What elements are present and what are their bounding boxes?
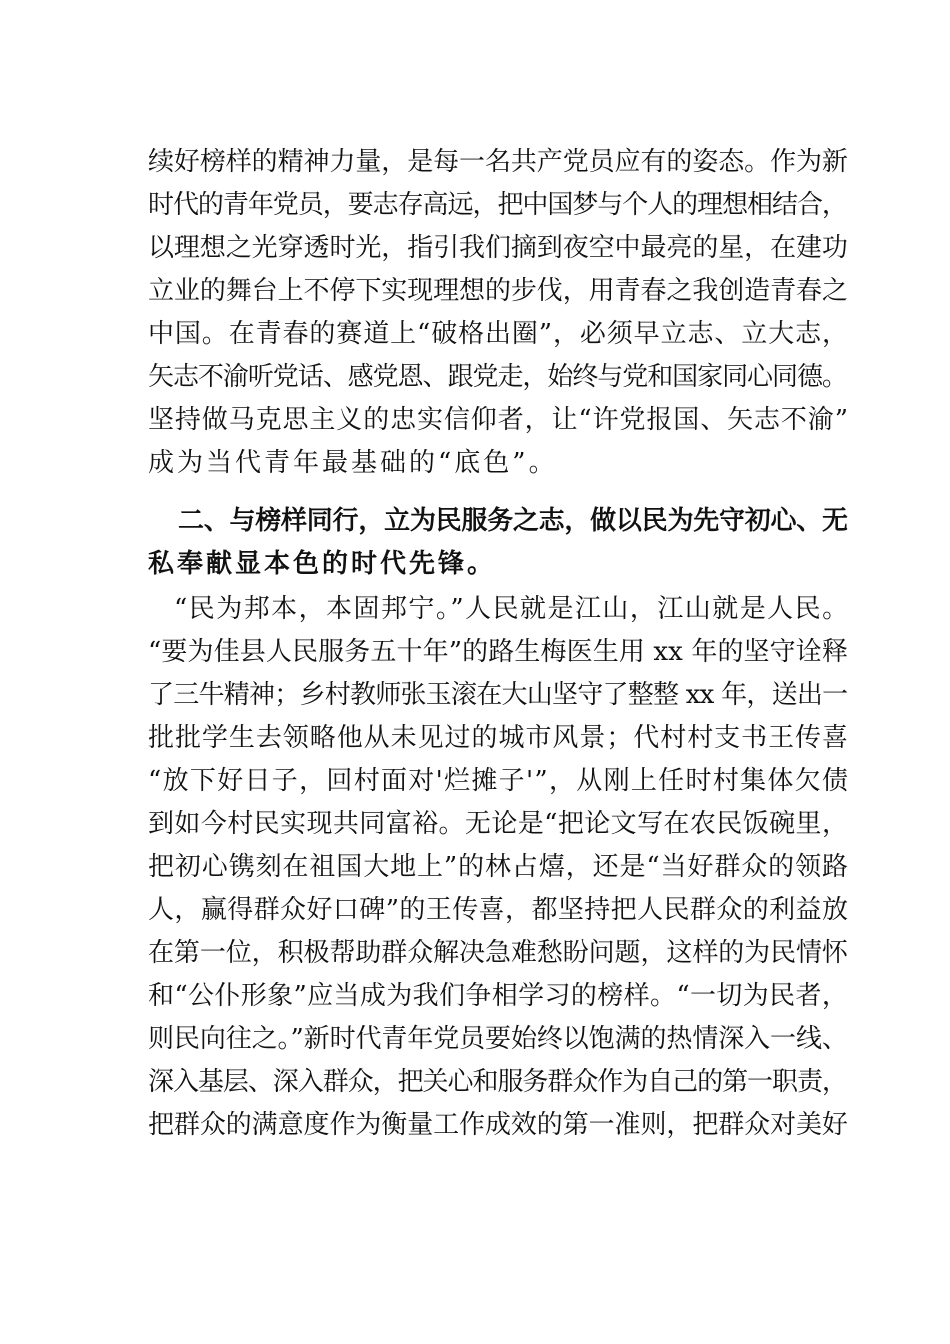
paragraph-1-line: 续好榜样的精神力量，是每一名共产党员应有的姿态。作为新 (148, 147, 848, 177)
paragraph-2-line: 把群众的满意度作为衡量工作成效的第一准则，把群众对美好 (148, 1110, 848, 1140)
paragraph-1-line: 坚持做马克思主义的忠实信仰者，让“许党报国、矢志不渝” (148, 405, 849, 435)
paragraph-2-line: 人，赢得群众好口碑”的王传喜，都坚持把人民群众的利益放 (148, 895, 849, 925)
paragraph-1-line: 时代的青年党员，要志存高远，把中国梦与个人的理想相结合， (148, 190, 847, 220)
paragraph-1-line: 中国。在青春的赛道上“破格出圈”，必须早立志、立大志， (148, 319, 849, 349)
paragraph-1-line: 以理想之光穿透时光，指引我们摘到夜空中最亮的星，在建功 (148, 233, 848, 263)
paragraph-2-line: 了三牛精神；乡村教师张玉滚在大山坚守了整整 xx 年，送出一 (148, 680, 848, 710)
paragraph-2-line: 到如今村民实现共同富裕。无论是“把论文写在农民饭碗里， (148, 809, 849, 839)
paragraph-1-line: 立业的舞台上不停下实现理想的步伐，用青春之我创造青春之 (148, 276, 848, 306)
paragraph-2-line: 批批学生去领略他从未见过的城市风景；代村村支书王传喜 (148, 723, 849, 753)
section-heading-line: 私奉献显本色的时代先锋。 (148, 549, 497, 579)
paragraph-1-line: 矢志不渝听党话、感党恩、跟党走，始终与党和国家同心同德。 (148, 362, 847, 392)
paragraph-2-line: “民为邦本，本固邦宁。”人民就是江山，江山就是人民。 (174, 594, 850, 624)
paragraph-2-line: 则民向往之。”新时代青年党员要始终以饱满的热情深入一线、 (148, 1024, 848, 1054)
paragraph-1-line: 成为当代青年最基础的“底色”。 (148, 448, 558, 478)
paragraph-2-line: 和“公仆形象”应当成为我们争相学习的榜样。“一切为民者， (148, 981, 849, 1011)
paragraph-2-line: “放下好日子，回村面对'烂摊子'”，从刚上任时村集体欠债 (148, 766, 850, 796)
section-heading-line: 二、与榜样同行，立为民服务之志，做以民为先守初心、无 (178, 506, 848, 536)
paragraph-2-line: 把初心镌刻在祖国大地上”的林占熺，还是“当好群众的领路 (148, 852, 849, 882)
paragraph-2-line: “要为佳县人民服务五十年”的路生梅医生用 xx 年的坚守诠释 (148, 637, 849, 667)
paragraph-2-line: 在第一位，积极帮助群众解决急难愁盼问题，这样的为民情怀 (148, 938, 848, 968)
paragraph-2-line: 深入基层、深入群众，把关心和服务群众作为自己的第一职责， (148, 1067, 847, 1097)
